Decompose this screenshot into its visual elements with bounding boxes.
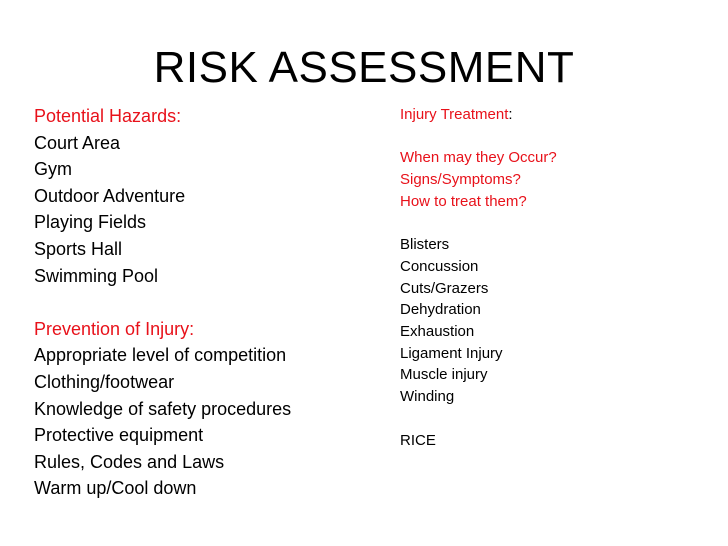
prevention-item: Protective equipment: [34, 425, 204, 446]
hazards-heading: Potential Hazards:: [34, 106, 182, 126]
prevention-item: Warm up/Cool down: [34, 478, 197, 499]
treatment-question: When may they Occur?: [400, 149, 557, 167]
spacer: [400, 408, 720, 430]
prevention-item: Appropriate level of competition: [34, 345, 287, 366]
injury-item: Winding: [400, 388, 455, 406]
right-column: [400, 104, 720, 451]
hazard-item: Court Area: [34, 132, 121, 153]
injury-item: Dehydration: [400, 301, 481, 319]
hazard-item: Swimming Pool: [34, 265, 159, 286]
prevention-item: Clothing/footwear: [34, 371, 175, 392]
prevention-heading: Prevention of Injury:: [34, 318, 195, 339]
injury-item: Cuts/Grazers: [400, 279, 489, 297]
treatment-heading-text: Injury Treatment: [400, 106, 509, 123]
hazard-item: Playing Fields: [34, 212, 147, 233]
treatment-heading-colon: :: [508, 106, 513, 123]
treatment-question: How to treat them?: [400, 192, 527, 210]
spacer: [34, 289, 374, 316]
treatment-heading: [400, 104, 720, 126]
injury-item: Blisters: [400, 236, 450, 254]
spacer: [400, 126, 720, 148]
hazard-item: Outdoor Adventure: [34, 185, 186, 206]
slide-title: RISK ASSESSMENT: [153, 43, 575, 92]
spacer: [400, 213, 720, 235]
injury-item: Exhaustion: [400, 323, 475, 340]
injury-item: Concussion: [400, 257, 479, 275]
prevention-item: Rules, Codes and Laws: [34, 451, 225, 472]
treatment-question: Signs/Symptoms?: [400, 171, 521, 189]
hazard-item: Sports Hall: [34, 238, 123, 259]
injury-item: Muscle injury: [400, 366, 488, 384]
left-column: [34, 103, 374, 502]
prevention-item: Knowledge of safety procedures: [34, 398, 292, 419]
hazard-item: Gym: [34, 159, 72, 180]
rice-label: RICE: [400, 431, 436, 449]
injury-item: Ligament Injury: [400, 344, 503, 362]
